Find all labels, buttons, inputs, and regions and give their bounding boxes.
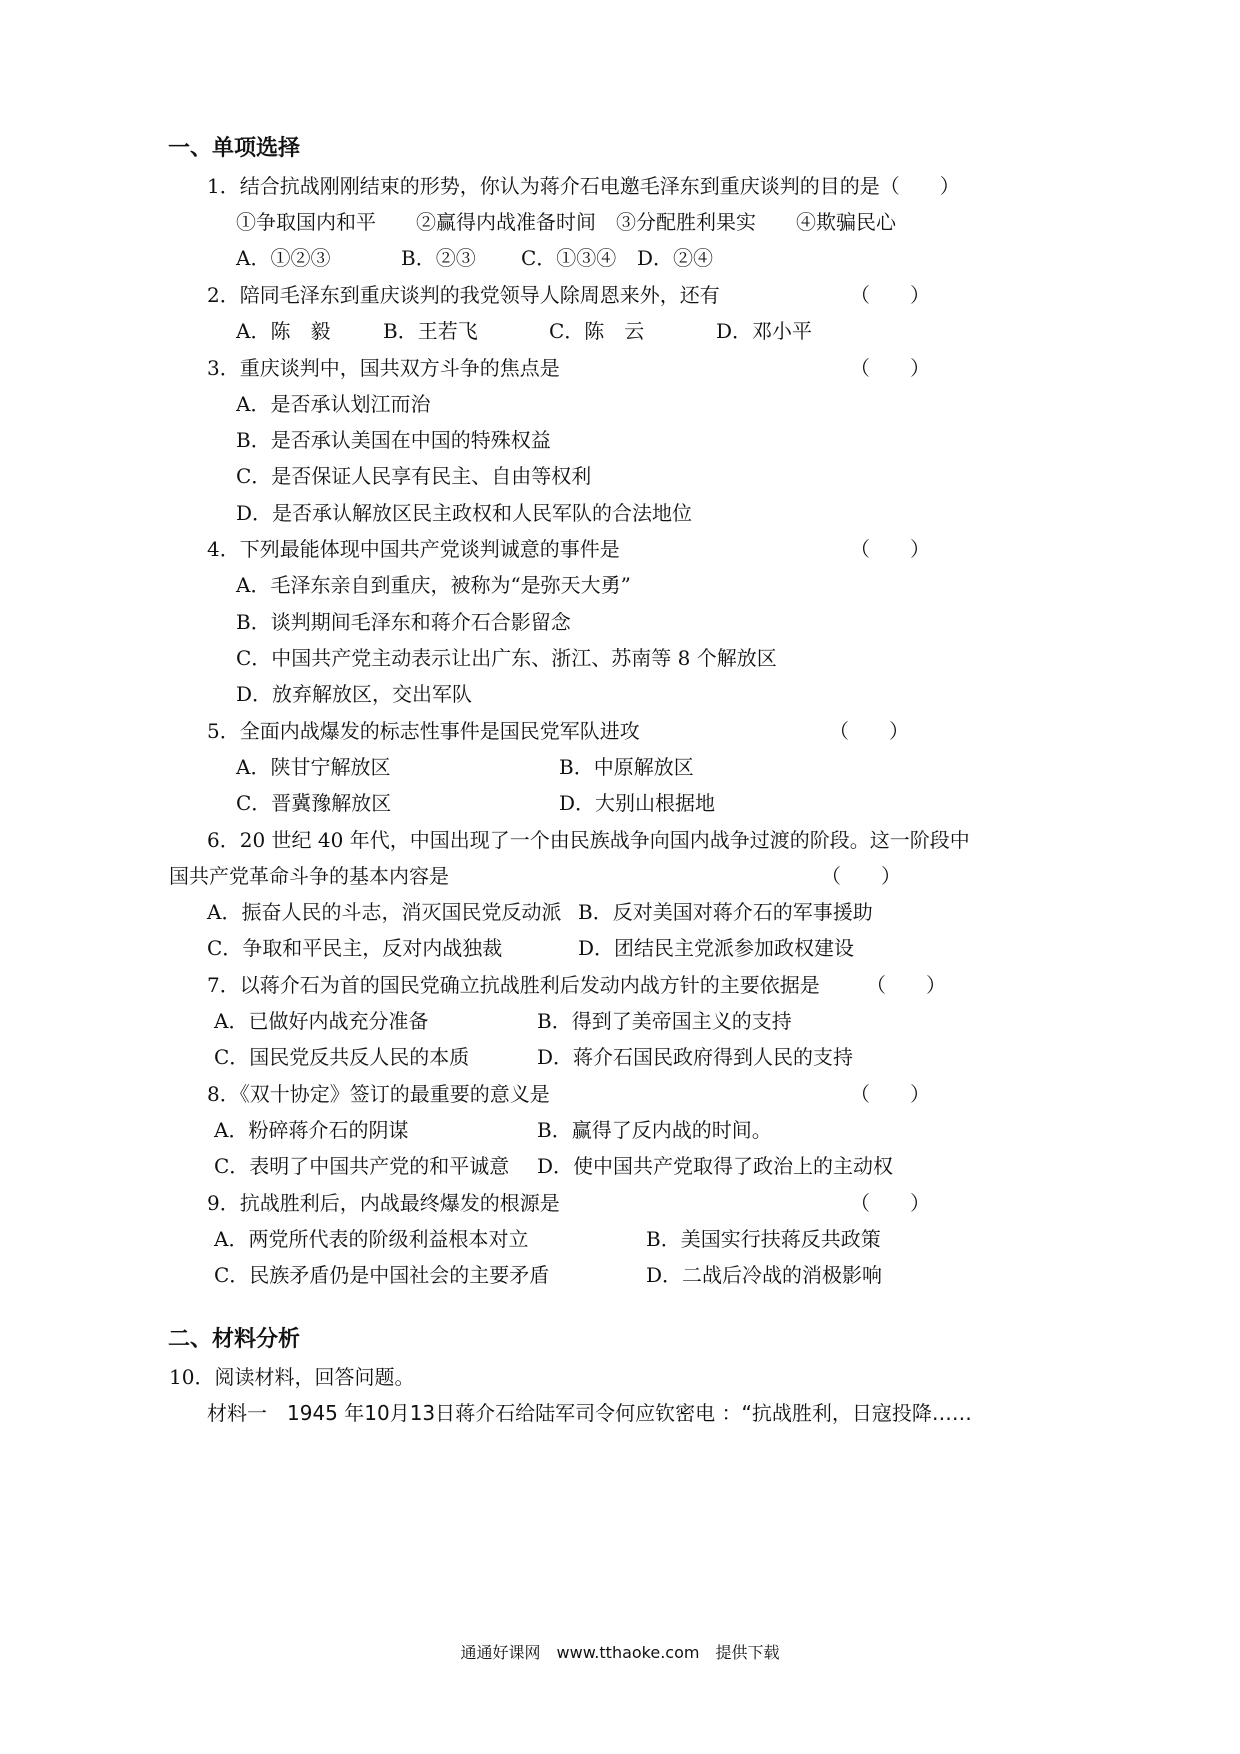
q4-option-b: B．谈判期间毛泽东和蒋介石合影留念 bbox=[236, 610, 571, 634]
q8-option-b: B．赢得了反内战的时间。 bbox=[537, 1118, 772, 1142]
q9-option-b: B．美国实行扶蒋反共政策 bbox=[646, 1227, 881, 1251]
q2-option-c: C．陈 云 bbox=[549, 319, 645, 343]
q6-option-d: D．团结民主党派参加政权建设 bbox=[578, 936, 855, 960]
q7-bracket: （ ） bbox=[866, 973, 946, 997]
q3-option-c: C．是否保证人民享有民主、自由等权利 bbox=[236, 464, 592, 488]
q5-bracket: （ ） bbox=[829, 719, 909, 743]
q8-option-a: A．粉碎蒋介石的阴谋 bbox=[214, 1118, 409, 1142]
q5-option-b: B．中原解放区 bbox=[559, 755, 694, 779]
q5-option-c: C．晋冀豫解放区 bbox=[236, 791, 392, 815]
q1-option-c: C．①③④ bbox=[521, 246, 617, 270]
q1-option-d: D．②④ bbox=[637, 246, 714, 270]
q6-stem-line1: 6．20 世纪 40 年代，中国出现了一个由民族战争向国内战争过渡的阶段。这一阶段中 bbox=[207, 828, 970, 852]
q6-stem-line2: 国共产党革命斗争的基本内容是 bbox=[169, 864, 449, 888]
q7-option-b: B．得到了美帝国主义的支持 bbox=[537, 1009, 792, 1033]
q2-stem: 2．陪同毛泽东到重庆谈判的我党领导人除周恩来外，还有 bbox=[207, 283, 720, 307]
section-title-material: 二、材料分析 bbox=[168, 1327, 301, 1352]
q4-stem: 4．下列最能体现中国共产党谈判诚意的事件是 bbox=[207, 537, 620, 561]
q1-option-a: A．①②③ bbox=[236, 246, 331, 270]
q1-stem: 1．结合抗战刚刚结束的形势，你认为蒋介石电邀毛泽东到重庆谈判的目的是（ ） bbox=[207, 174, 960, 198]
q9-stem: 9．抗战胜利后，内战最终爆发的根源是 bbox=[207, 1191, 560, 1215]
q5-option-a: A．陕甘宁解放区 bbox=[236, 755, 391, 779]
q6-bracket: （ ） bbox=[821, 864, 901, 888]
q4-option-a: A．毛泽东亲自到重庆，被称为“是弥天大勇” bbox=[236, 573, 631, 597]
q6-option-b: B．反对美国对蒋介石的军事援助 bbox=[578, 900, 873, 924]
q4-bracket: （ ） bbox=[850, 537, 930, 561]
q5-option-d: D．大别山根据地 bbox=[559, 791, 716, 815]
q8-bracket: （ ） bbox=[850, 1082, 930, 1106]
q10-stem: 10．阅读材料，回答问题。 bbox=[169, 1365, 415, 1389]
q3-option-b: B．是否承认美国在中国的特殊权益 bbox=[236, 428, 551, 452]
q6-option-c: C．争取和平民主，反对内战独裁 bbox=[207, 936, 503, 960]
page-footer: 通通好课网 www.tthaoke.com 提供下载 bbox=[460, 1643, 780, 1662]
q3-option-a: A．是否承认划江而治 bbox=[236, 392, 431, 416]
q2-option-d: D．邓小平 bbox=[716, 319, 813, 343]
q3-option-d: D．是否承认解放区民主政权和人民军队的合法地位 bbox=[236, 501, 693, 525]
q9-option-c: C．民族矛盾仍是中国社会的主要矛盾 bbox=[214, 1263, 550, 1287]
q2-option-a: A．陈 毅 bbox=[236, 319, 331, 343]
q9-bracket: （ ） bbox=[850, 1191, 930, 1215]
q6-option-a: A．振奋人民的斗志，消灭国民党反动派 bbox=[207, 900, 562, 924]
q7-stem: 7．以蒋介石为首的国民党确立抗战胜利后发动内战方针的主要依据是 bbox=[207, 973, 820, 997]
q1-items: ①争取国内和平 ②赢得内战准备时间 ③分配胜利果实 ④欺骗民心 bbox=[236, 210, 896, 234]
q9-option-a: A．两党所代表的阶级利益根本对立 bbox=[214, 1227, 529, 1251]
q5-stem: 5．全面内战爆发的标志性事件是国民党军队进攻 bbox=[207, 719, 640, 743]
section-title-single-choice: 一、单项选择 bbox=[168, 136, 301, 161]
q2-option-b: B．王若飞 bbox=[383, 319, 478, 343]
q4-option-d: D．放弃解放区，交出军队 bbox=[236, 682, 473, 706]
q8-option-d: D．使中国共产党取得了政治上的主动权 bbox=[537, 1154, 894, 1178]
q8-stem: 8．《双十协定》签订的最重要的意义是 bbox=[207, 1082, 550, 1106]
q1-option-b: B．②③ bbox=[401, 246, 476, 270]
q9-option-d: D．二战后冷战的消极影响 bbox=[646, 1263, 883, 1287]
q7-option-d: D．蒋介石国民政府得到人民的支持 bbox=[537, 1045, 854, 1069]
q7-option-a: A．已做好内战充分准备 bbox=[214, 1009, 429, 1033]
q10-material1: 材料一 1945 年10月13日蒋介石给陆军司令何应钦密电 ：“抗战胜利，日寇投降…… bbox=[207, 1401, 972, 1425]
q3-stem: 3．重庆谈判中，国共双方斗争的焦点是 bbox=[207, 356, 560, 380]
q7-option-c: C．国民党反共反人民的本质 bbox=[214, 1045, 470, 1069]
q4-option-c: C．中国共产党主动表示让出广东、浙江、苏南等 8 个解放区 bbox=[236, 646, 777, 670]
q3-bracket: （ ） bbox=[850, 356, 930, 380]
q8-option-c: C．表明了中国共产党的和平诚意 bbox=[214, 1154, 510, 1178]
q2-bracket: （ ） bbox=[850, 283, 930, 307]
